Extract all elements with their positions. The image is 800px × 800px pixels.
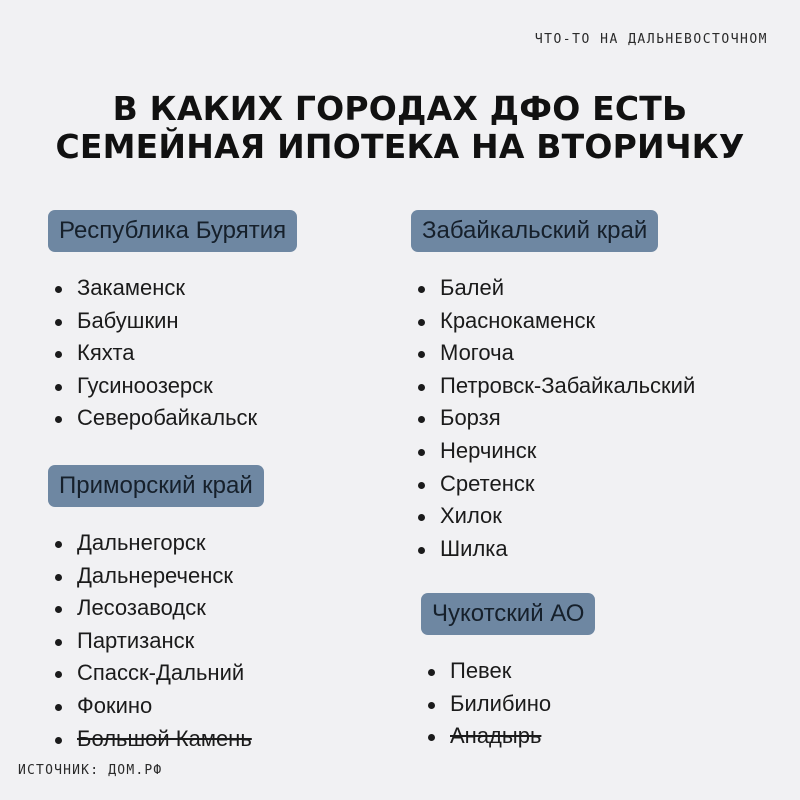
title-line-1: В КАКИХ ГОРОДАХ ДФО ЕСТЬ xyxy=(112,89,688,128)
region-chukotka-label: Чукотский АО xyxy=(421,593,595,635)
brand-label: ЧТО-ТО НА ДАЛЬНЕВОСТОЧНОМ xyxy=(534,32,768,47)
source-label: ИСТОЧНИК: ДОМ.РФ xyxy=(18,763,163,778)
city-item: Нерчинск xyxy=(411,435,695,468)
region-primorsky-label: Приморский край xyxy=(48,465,264,507)
city-item: Борзя xyxy=(411,402,695,435)
city-item: Лесозаводск xyxy=(48,592,264,625)
city-item: Дальнереченск xyxy=(48,560,264,593)
region-zabaikalsky xyxy=(411,210,695,565)
region-zabaikalsky-label: Забайкальский край xyxy=(411,210,658,252)
region-chukotka-list xyxy=(421,655,595,753)
city-item: Спасск-Дальний xyxy=(48,657,264,690)
city-item: Северобайкальск xyxy=(48,402,297,435)
page-title xyxy=(0,90,800,166)
region-buryatia-label: Республика Бурятия xyxy=(48,210,297,252)
city-item: Билибино xyxy=(421,688,595,721)
region-primorsky-list xyxy=(48,527,264,755)
city-item: Балей xyxy=(411,272,695,305)
city-item: Хилок xyxy=(411,500,695,533)
city-item-struck: Анадырь xyxy=(421,720,595,753)
city-item: Гусиноозерск xyxy=(48,370,297,403)
city-item: Шилка xyxy=(411,533,695,566)
city-item: Дальнегорск xyxy=(48,527,264,560)
region-chukotka xyxy=(421,593,595,753)
city-item: Певек xyxy=(421,655,595,688)
region-buryatia-list xyxy=(48,272,297,435)
region-buryatia xyxy=(48,210,297,435)
city-item: Партизанск xyxy=(48,625,264,658)
city-item: Сретенск xyxy=(411,468,695,501)
city-item: Могоча xyxy=(411,337,695,370)
city-item-struck: Большой Камень xyxy=(48,723,264,756)
city-item: Кяхта xyxy=(48,337,297,370)
city-item: Фокино xyxy=(48,690,264,723)
city-item: Краснокаменск xyxy=(411,305,695,338)
region-zabaikalsky-list xyxy=(411,272,695,565)
region-primorsky xyxy=(48,465,264,755)
city-item: Закаменск xyxy=(48,272,297,305)
title-line-2: СЕМЕЙНАЯ ИПОТЕКА НА ВТОРИЧКУ xyxy=(55,127,745,166)
city-item: Петровск-Забайкальский xyxy=(411,370,695,403)
city-item: Бабушкин xyxy=(48,305,297,338)
